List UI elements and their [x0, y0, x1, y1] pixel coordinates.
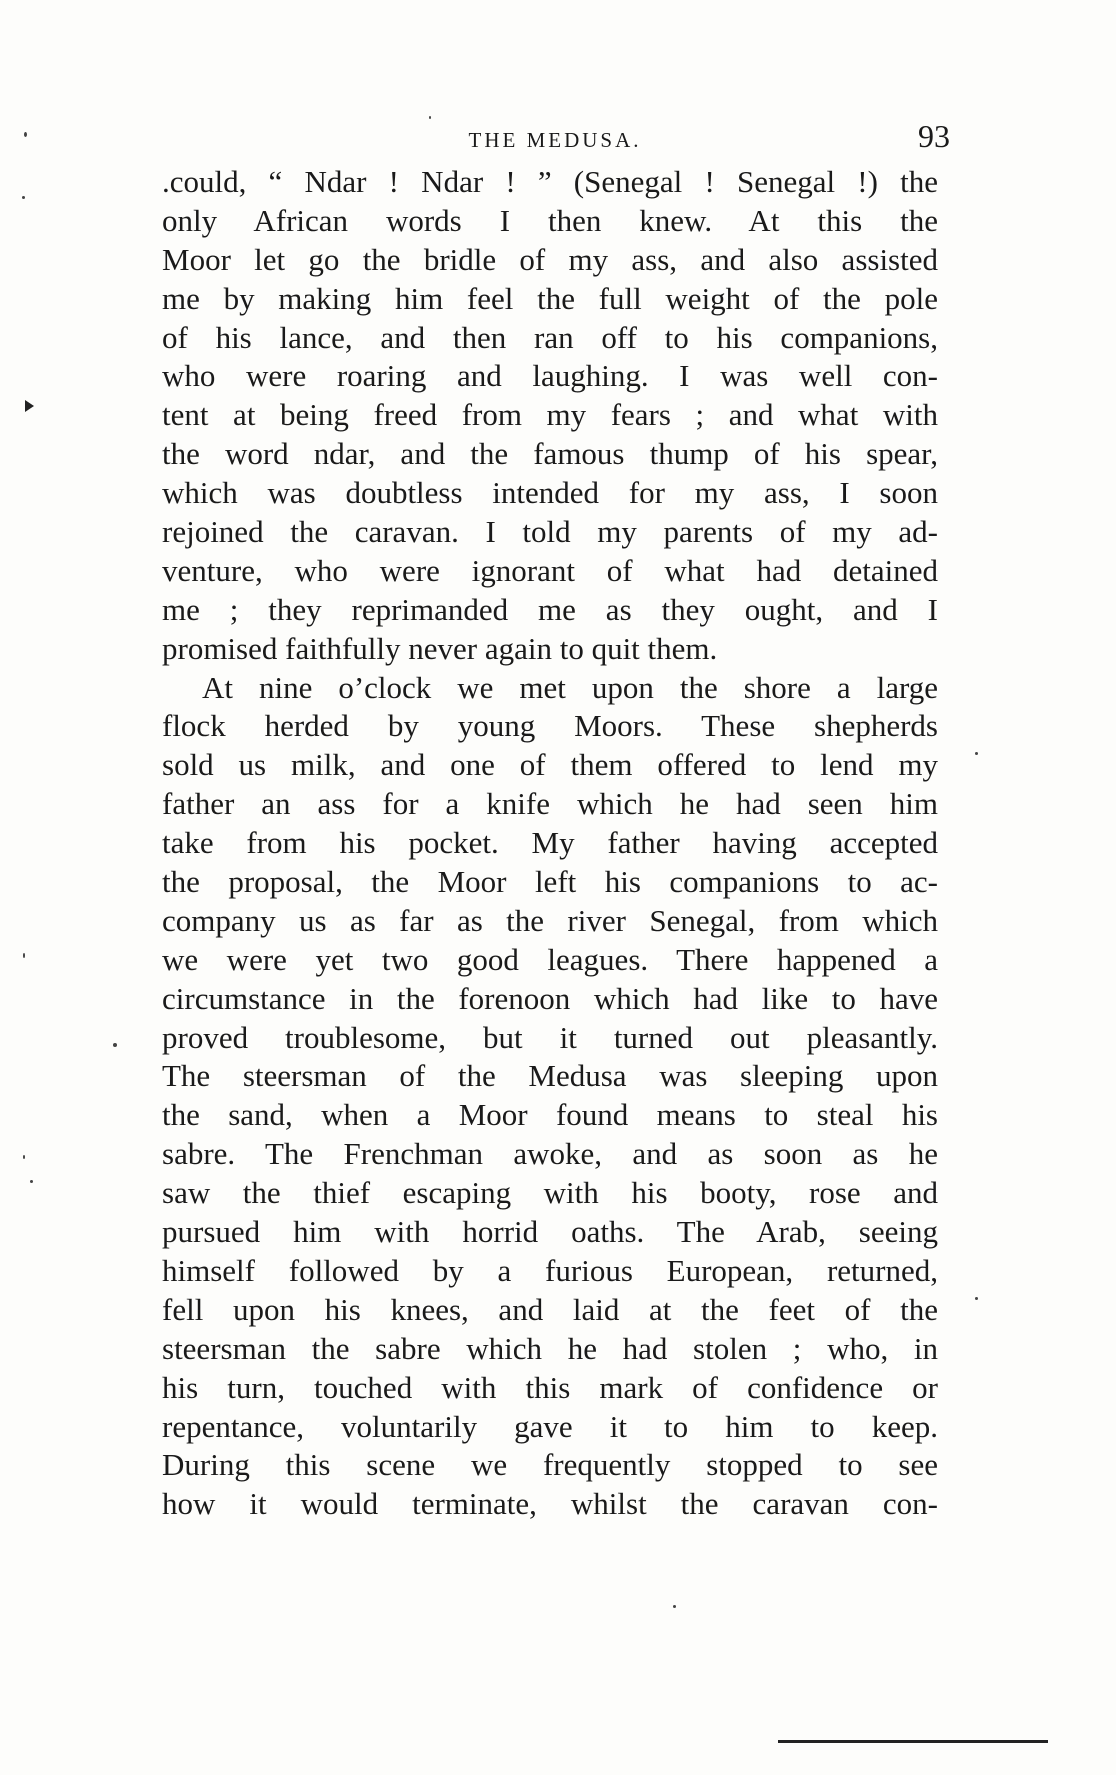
page-number: 93 [918, 118, 950, 154]
margin-speck [23, 1155, 25, 1159]
text-line: father an ass for a knife which he had seen him [162, 786, 938, 822]
text-line: steersman the sabre which he had stolen ; who, in [162, 1330, 938, 1366]
text-line: At nine o’clock we met upon the shore a large [202, 669, 938, 705]
margin-speck [30, 1180, 33, 1183]
margin-speck [429, 116, 431, 119]
running-title: THE MEDUSA. [468, 128, 642, 152]
text-line: The steersman of the Medusa was sleeping upon [162, 1058, 938, 1094]
text-line: we were yet two good leagues. There happened a [162, 941, 938, 977]
text-line: his turn, touched with this mark of confidence or [162, 1369, 938, 1405]
margin-speck [22, 196, 25, 199]
bottom-rule [778, 1740, 1048, 1743]
running-head [160, 118, 950, 158]
text-line: During this scene we frequently stopped to see [162, 1447, 938, 1483]
text-line: proved troublesome, but it turned out pleasantly. [162, 1019, 938, 1055]
margin-arrow-mark [25, 400, 34, 412]
text-line: fell upon his knees, and laid at the feet of the [162, 1291, 938, 1327]
text-line: me by making him feel the full weight of the pole [162, 280, 938, 316]
text-line: which was doubtless intended for my ass, I soon [162, 475, 938, 511]
text-line: .could, “ Ndar ! Ndar ! ” (Senegal ! Senegal !) the [162, 164, 938, 199]
text-line: company us as far as the river Senegal, from which [162, 902, 938, 938]
text-line: only African words I then knew. At this the [162, 202, 938, 238]
text-line: who were roaring and laughing. I was well con- [162, 358, 938, 394]
text-line: repentance, voluntarily gave it to him to keep. [162, 1408, 938, 1444]
text-line: himself followed by a furious European, returned, [162, 1252, 938, 1288]
text-line: of his lance, and then ran off to his companions, [162, 319, 938, 355]
text-line: the proposal, the Moor left his companions to ac- [162, 864, 938, 900]
body-text [162, 163, 938, 1524]
margin-speck [23, 953, 25, 958]
text-line: promised faithfully never again to quit them. [162, 630, 718, 666]
text-line: sabre. The Frenchman awoke, and as soon as he [162, 1136, 938, 1172]
text-line: Moor let go the bridle of my ass, and also assisted [162, 241, 938, 277]
text-line: circumstance in the forenoon which had like to have [162, 980, 938, 1016]
text-line: tent at being freed from my fears ; and what with [162, 397, 938, 433]
text-line: pursued him with horrid oaths. The Arab, seeing [162, 1214, 938, 1250]
text-line: take from his pocket. My father having accepted [162, 825, 938, 861]
margin-speck [24, 132, 27, 137]
text-line: saw the thief escaping with his booty, rose and [162, 1175, 938, 1211]
text-line: the word ndar, and the famous thump of his spear, [162, 436, 938, 472]
margin-speck [975, 1297, 978, 1300]
text-line: sold us milk, and one of them offered to lend my [162, 747, 938, 783]
text-line: venture, who were ignorant of what had detained [162, 552, 938, 588]
text-line: the sand, when a Moor found means to steal his [162, 1097, 938, 1133]
text-line: flock herded by young Moors. These shepherds [162, 708, 938, 744]
text-line: rejoined the caravan. I told my parents of my ad- [162, 514, 938, 550]
margin-speck [975, 752, 978, 755]
text-line: me ; they reprimanded me as they ought, and I [162, 591, 938, 627]
text-line: how it would terminate, whilst the caravan con- [162, 1486, 938, 1522]
margin-speck [113, 1043, 117, 1047]
margin-speck [673, 1605, 676, 1608]
